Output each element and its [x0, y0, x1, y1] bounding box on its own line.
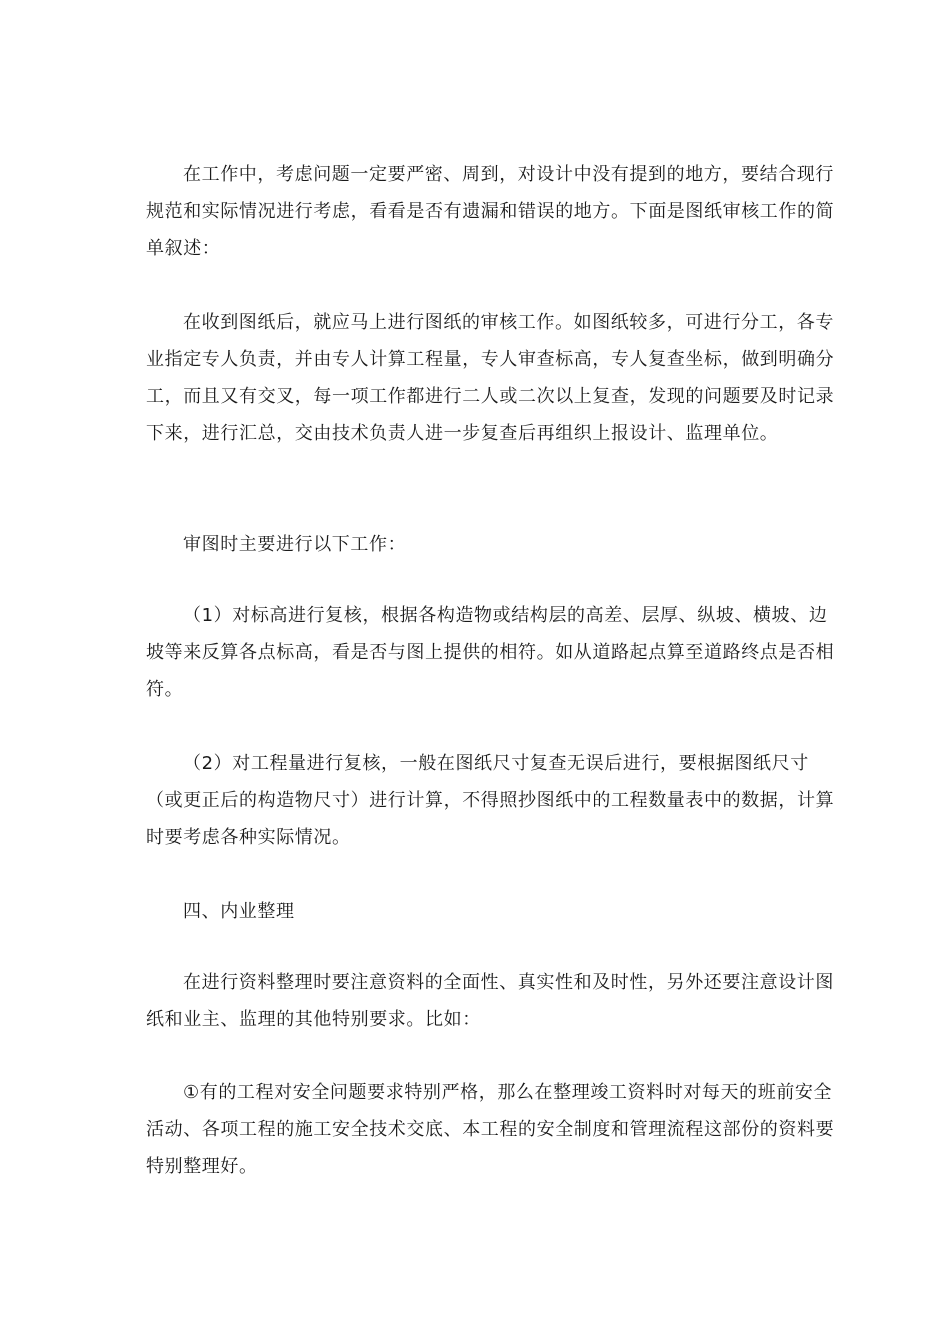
paragraph-quantity-check: （2）对工程量进行复核，一般在图纸尺寸复查无误后进行，要根据图纸尺寸（或更正后的构造物尺寸）进行计算，不得照抄图纸中的工程数量表中的数据，计算时要考虑各种实际情况。 [146, 753, 835, 848]
paragraph-document-organization: 在进行资料整理时要注意资料的全面性、真实性和及时性，另外还要注意设计图纸和业主、监理的其他特别要求。比如： [146, 972, 834, 1030]
paragraph-elevation-check: （1）对标高进行复核，根据各构造物或结构层的高差、层厚、纵坡、横坡、边坡等来反算各点标高，看是否与图上提供的相符。如从道路起点算至道路终点是否相符。 [146, 605, 835, 700]
paragraph-safety-records: ①有的工程对安全问题要求特别严格，那么在整理竣工资料时对每天的班前安全活动、各项工程的施工安全技术交底、本工程的安全制度和管理流程这部份的资料要特别整理好。 [146, 1082, 835, 1177]
paragraph-drawing-review-intro: 在工作中，考虑问题一定要严密、周到，对设计中没有提到的地方，要结合现行规范和实际情况进行考虑，看看是否有遗漏和错误的地方。下面是图纸审核工作的简单叙述： [146, 164, 835, 259]
paragraph-review-procedure: 在收到图纸后，就应马上进行图纸的审核工作。如图纸较多，可进行分工，各专业指定专人负责，并由专人计算工程量，专人审查标高，专人复查坐标，做到明确分工，而且又有交叉，每一项工作都进行二人或二次以上复查，发现的问题要及时记录下来，进行汇总，交由技术负责人进一步复查后再组织上报设计、监理单位。 [146, 312, 835, 444]
section-heading-internal-work: 四、内业整理 [183, 901, 295, 922]
paragraph-review-tasks-heading: 审图时主要进行以下工作： [183, 534, 407, 555]
